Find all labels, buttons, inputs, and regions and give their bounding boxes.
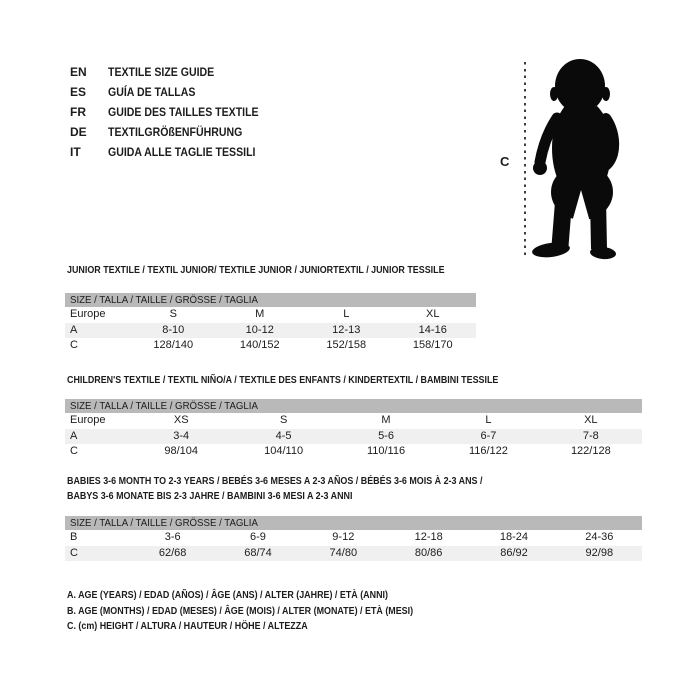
language-list (70, 62, 279, 162)
table-header-text: SIZE / TALLA / TAILLE / GRÖSSE / TAGLIA (70, 294, 258, 306)
row-label: A (70, 429, 78, 442)
row-label: C (70, 546, 78, 559)
language-row-es (70, 82, 279, 102)
table-cell: 98/104 (164, 445, 199, 457)
table-cell: 8-10 (162, 323, 185, 336)
table-cell: 7-8 (582, 429, 599, 442)
language-code: DE (70, 125, 87, 139)
table-row-europe (65, 413, 642, 429)
section-title-babies (67, 474, 482, 504)
table-cell: 128/140 (153, 339, 194, 351)
table-header-bar (65, 516, 642, 530)
table-cell: 3-4 (173, 429, 190, 442)
language-row-en (70, 62, 279, 82)
table-cell: 10-12 (245, 323, 274, 336)
section-title-junior (67, 263, 445, 278)
table-cell: 12-18 (414, 531, 443, 543)
row-label: A (70, 323, 78, 336)
section-title-line: CHILDREN'S TEXTILE / TEXTIL NIÑO/A / TEXTILE DES ENFANTS / KINDERTEXTIL / BAMBINI TESSILE (67, 374, 499, 386)
table-cell: 104/110 (264, 445, 304, 457)
table-cell: XS (173, 414, 189, 426)
table-cell: 122/128 (570, 445, 611, 457)
table-row-age (65, 323, 476, 339)
language-label: GUIDA ALLE TAGLIE TESSILI (108, 145, 256, 159)
table-header-text: SIZE / TALLA / TAILLE / GRÖSSE / TAGLIA (70, 400, 258, 412)
language-label: TEXTILE SIZE GUIDE (108, 65, 215, 79)
section-title-line: BABYS 3-6 MONATE BIS 2-3 JAHRE / BAMBINI 3-6 MESI A 2-3 ANNI (67, 490, 353, 502)
table-cell: 152/158 (326, 339, 367, 351)
table-cell: 4-5 (275, 429, 292, 442)
table-cell: 68/74 (244, 546, 272, 559)
language-label: GUIDE DES TAILLES TEXTILE (108, 105, 259, 119)
language-label: TEXTILGRÖßENFÜHRUNG (108, 125, 243, 139)
table-cell: 6-9 (250, 531, 266, 543)
language-label: GUÍA DE TALLAS (108, 85, 196, 99)
table-cell: M (381, 414, 391, 426)
table-cell: L (485, 414, 492, 426)
section-title-line: JUNIOR TEXTILE / TEXTIL JUNIOR/ TEXTILE JUNIOR / JUNIORTEXTIL / JUNIOR TESSILE (67, 264, 445, 276)
junior-size-table (65, 293, 476, 354)
height-label-c: C (500, 154, 510, 169)
table-cell: 5-6 (378, 429, 394, 442)
table-header-text: SIZE / TALLA / TAILLE / GRÖSSE / TAGLIA (70, 517, 258, 529)
row-label: C (70, 339, 78, 351)
row-label: Europe (70, 414, 106, 426)
table-cell: 80/86 (414, 546, 443, 559)
table-cell: 3-6 (164, 531, 181, 543)
table-cell: S (279, 414, 288, 426)
row-label: C (70, 445, 78, 457)
language-row-it (70, 142, 279, 162)
language-code: EN (70, 65, 87, 79)
table-cell: 14-16 (418, 323, 447, 336)
children-size-table (65, 399, 642, 460)
language-row-de (70, 122, 279, 142)
table-cell: 86/92 (500, 546, 528, 559)
row-label: B (70, 531, 78, 543)
table-row-height (65, 546, 642, 562)
table-cell: 6-7 (480, 429, 497, 442)
table-cell: 9-12 (332, 531, 355, 543)
note-b: B. AGE (MONTHS) / EDAD (MESES) / ÂGE (MOIS) / ALTER (MONATE) / ETÀ (MESI) (67, 604, 414, 617)
table-cell: 140/152 (239, 339, 280, 351)
table-cell: 62/68 (158, 546, 187, 559)
table-cell: 12-13 (332, 323, 361, 336)
table-cell: 110/116 (366, 445, 406, 457)
language-code: ES (70, 85, 87, 99)
table-row-height (65, 338, 476, 354)
section-title-line: BABIES 3-6 MONTH TO 2-3 YEARS / BEBÉS 3-6 MESES A 2-3 AÑOS / BÉBÉS 3-6 MOIS À 2-3 ANS / (67, 475, 483, 487)
height-measure-dotted-line (524, 62, 526, 258)
language-row-fr (70, 102, 279, 122)
table-row-europe (65, 307, 476, 323)
table-cell: 18-24 (499, 531, 529, 543)
table-cell: 158/170 (412, 339, 453, 351)
language-code: IT (70, 145, 81, 159)
language-code: FR (70, 105, 86, 119)
table-row-age (65, 429, 642, 445)
table-cell: L (343, 308, 350, 320)
table-cell: S (169, 308, 177, 320)
table-cell: XL (426, 308, 440, 320)
table-cell: 92/98 (585, 546, 614, 559)
row-label: Europe (70, 308, 106, 320)
table-cell: 116/122 (468, 445, 508, 457)
babies-size-table (65, 516, 642, 561)
table-cell: 24-36 (585, 531, 614, 543)
table-header-bar (65, 399, 642, 413)
table-cell: M (255, 308, 265, 320)
toddler-silhouette-image (527, 56, 637, 261)
section-title-children (67, 373, 498, 388)
table-row-height (65, 444, 642, 460)
table-header-bar (65, 293, 476, 307)
note-a: A. AGE (YEARS) / EDAD (AÑOS) / ÂGE (ANS) / ALTER (JAHRE) / ETÀ (ANNI) (67, 589, 388, 601)
note-c: C. (cm) HEIGHT / ALTURA / HAUTEUR / HÖHE / ALTEZZA (67, 620, 308, 632)
table-row-age-months (65, 530, 642, 546)
table-cell: 74/80 (329, 546, 358, 559)
legend-notes (67, 588, 474, 635)
table-cell: XL (584, 414, 598, 426)
